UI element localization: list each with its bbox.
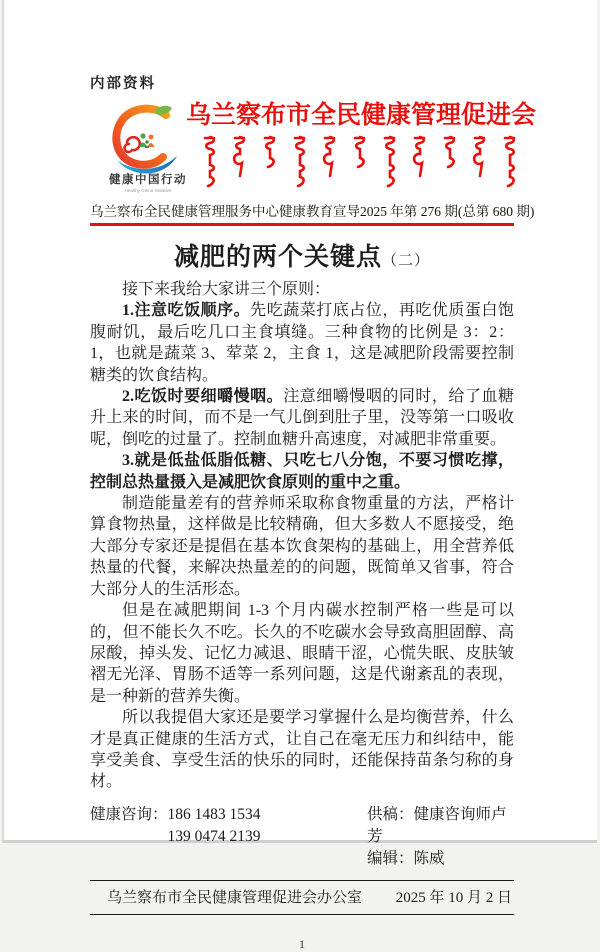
footer <box>90 880 514 915</box>
mongolian-glyph <box>445 137 454 167</box>
mongolian-script-banner <box>186 134 536 196</box>
red-divider-rule <box>90 223 514 226</box>
contact-phone-1: 186 1483 1534 <box>167 805 261 823</box>
footer-date: 2025 年 10 月 2 日 <box>395 889 512 906</box>
mongolian-glyph <box>355 137 364 167</box>
paragraph-text-segment: 先吃蔬菜打底占位，再吃优质蛋白饱腹耐饥，最后吃几口主食填缝。三种食物的比例是 3：2：1，也就是蔬菜 3、荤菜 2，主食 1，这是减肥阶段需要控制糖类的饮食结构。 <box>90 302 514 384</box>
issue-line-right: 2025 年第 276 期(总第 680 期) <box>360 204 535 219</box>
document-page <box>2 0 597 951</box>
logo-title: 健康中国行动 <box>109 174 187 186</box>
article-paragraph <box>90 493 514 600</box>
mongolian-vertical-script-icon <box>196 134 526 191</box>
paragraph-text-segment: 接下来我给大家讲三个原则： <box>122 281 331 298</box>
classification-label: 内部资料 <box>90 76 156 92</box>
mongolian-glyph <box>385 137 394 186</box>
mongolian-glyph <box>234 137 244 176</box>
page-content <box>90 0 537 952</box>
editor-name: 陈威 <box>413 849 445 867</box>
paragraph-bold-segment: 1.注意吃饭顺序。 <box>122 302 251 320</box>
paragraph-bold-segment: 2.吃饭时要细嚼慢咽。 <box>122 388 284 406</box>
masthead-right <box>186 100 536 196</box>
mongolian-glyph <box>265 137 274 167</box>
contact-phone-2: 139 0474 2139 <box>167 827 261 845</box>
healthy-china-logo-icon <box>96 100 200 198</box>
mongolian-glyph <box>324 137 334 176</box>
article-paragraph <box>90 600 514 707</box>
issue-line-left: 乌兰察布全民健康管理服务中心健康教育宣导 <box>90 204 360 219</box>
organization-title: 乌兰察布市全民健康管理促进会 <box>186 102 537 129</box>
article-title <box>90 237 514 273</box>
contributor-row <box>367 804 514 848</box>
mongolian-glyph <box>295 137 304 186</box>
contact-credits <box>367 804 514 870</box>
contributor-name: 健康咨询师卢芳 <box>367 805 507 845</box>
mongolian-glyph <box>474 137 484 176</box>
paragraph-text-segment: 制造能量差有的营养师采取称食物重量的方法，严格计算食物热量，这样做是比较精确，但大多数人不愿接受，绝大部分专家还是提倡在基本饮食架构的基础上，用全营养低热量的代餐，来解决热量差的的问题，既简单又省事，符合大部分人的生活形态。 <box>90 495 514 598</box>
article-paragraph <box>90 279 514 300</box>
contact-phones <box>90 804 367 870</box>
article-title-main: 减肥的两个关键点 <box>173 244 382 271</box>
footer-office: 乌兰察布市全民健康管理促进会办公室 <box>107 889 363 906</box>
article-paragraph <box>90 300 514 386</box>
article-paragraph <box>90 386 514 450</box>
footer-row <box>90 881 514 914</box>
footer-bottom-rule <box>90 914 514 915</box>
masthead <box>90 100 537 198</box>
mongolian-glyph <box>414 137 424 176</box>
contact-block <box>90 804 514 870</box>
paragraph-text-segment: 注意细嚼慢咽的同时，给了血糖升上来的时间，而不是一气儿倒到肚子里，没等第一口吸收呢，倒吃的过量了。控制血糖升高速度，对减肥非常重要。 <box>90 388 514 448</box>
paragraph-bold-segment: 3.就是低盐低脂低糖、只吃七八分饱，不要习惯吃撑，控制总热量摄入是减肥饮食原则的重中之重。 <box>90 452 514 491</box>
page-number: 1 <box>299 936 305 951</box>
healthy-china-logo <box>96 100 200 203</box>
logo-subtitle: Healthy China Initiative <box>124 188 172 193</box>
paragraph-text-segment: 所以我提倡大家还是要学习掌握什么是均衡营养，什么才是真正健康的生活方式，让自己在毫无压力和纠结中，能享受美食、享受生活的快乐的同时，还能保持苗条匀称的身材。 <box>90 709 514 791</box>
mongolian-glyph <box>505 137 514 186</box>
mongolian-glyph <box>205 137 214 186</box>
contact-phone-row-1 <box>90 804 367 826</box>
article-paragraph <box>90 707 514 793</box>
article-title-suffix: （二） <box>382 253 431 269</box>
editor-row <box>367 848 514 870</box>
contact-phone-row-2 <box>90 826 367 848</box>
contributor-label: 供稿： <box>367 805 414 823</box>
article-paragraph <box>90 450 514 493</box>
editor-label: 编辑： <box>367 849 414 867</box>
contact-label: 健康咨询： <box>90 805 168 823</box>
article-body <box>90 279 514 793</box>
paragraph-text-segment: 但是在减肥期间 1-3 个月内碳水控制严格一些是可以的，但不能长久不吃。长久的不吃碳水会导致高胆固醇、高尿酸，掉头发、记忆力减退、眼睛干涩，心慌失眠、皮肤皱褶无光泽、胃肠不适等一系列问题，这是代谢紊乱的表现，是一种新的营养失衡。 <box>90 602 514 705</box>
issue-line <box>90 200 535 220</box>
